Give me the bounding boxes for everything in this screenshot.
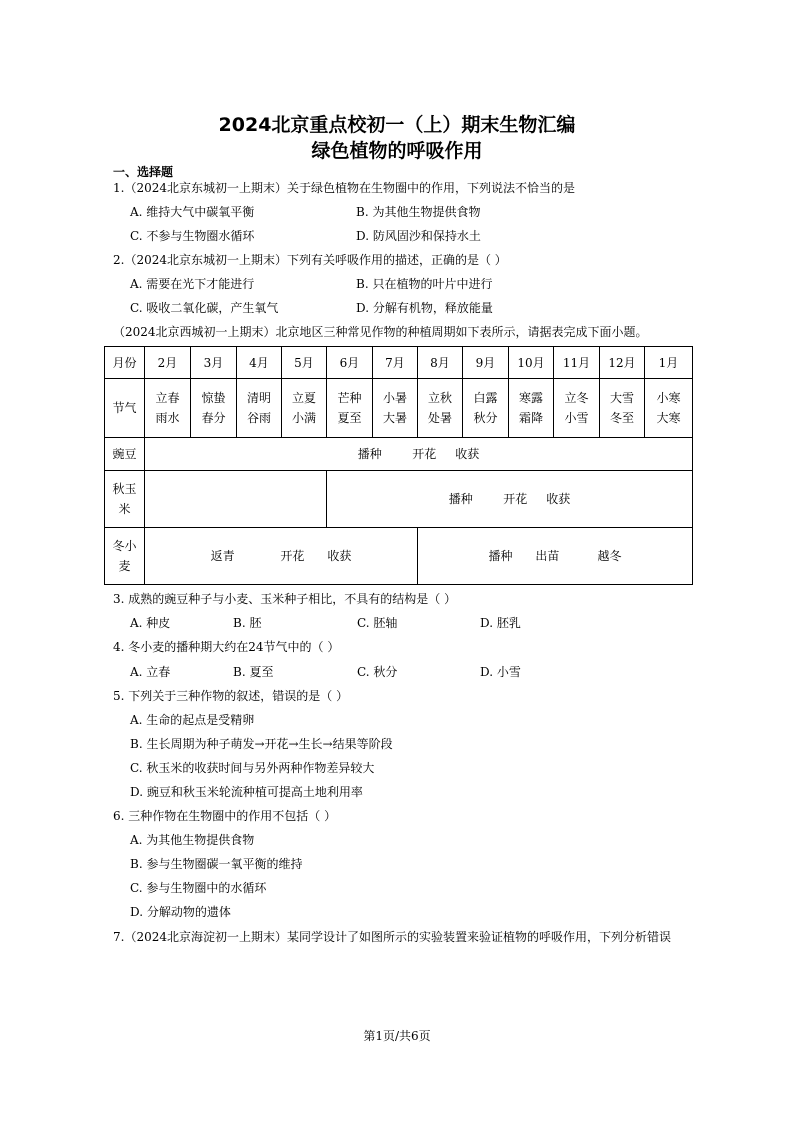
- wheat-schedule-spring: 返青 开花 收获: [145, 528, 418, 585]
- q4-option-b: B. 夏至: [233, 665, 274, 679]
- q3-option-a: A. 种皮: [130, 616, 171, 630]
- q6-option-c: C. 参与生物圈中的水循环: [130, 881, 267, 895]
- month-cell: 9月: [463, 347, 509, 379]
- month-cell: 11月: [554, 347, 600, 379]
- q5-stem: 5. 下列关于三种作物的叙述，错误的是（ ）: [113, 689, 349, 703]
- month-cell: 10月: [509, 347, 554, 379]
- corn-schedule-empty: [145, 471, 327, 528]
- solar-term-cell: 立春 雨水: [145, 379, 191, 438]
- row-label-wheat: 冬小 麦: [105, 528, 145, 585]
- q5-option-c: C. 秋玉米的收获时间与另外两种作物差异较大: [130, 761, 375, 775]
- q2-option-b: B. 只在植物的叶片中进行: [356, 277, 493, 291]
- month-cell: 7月: [373, 347, 418, 379]
- q6-option-a: A. 为其他生物提供食物: [130, 833, 255, 847]
- months-row: [105, 347, 693, 379]
- q3-option-d: D. 胚乳: [480, 616, 521, 630]
- month-cell: 5月: [282, 347, 327, 379]
- q2-option-d: D. 分解有机物，释放能量: [356, 301, 493, 315]
- q2-option-c: C. 吸收二氧化碳，产生氧气: [130, 301, 279, 315]
- row-label-corn: 秋玉 米: [105, 471, 145, 528]
- month-cell: 1月: [645, 347, 693, 379]
- q5-option-b: B. 生长周期为种子萌发→开花→生长→结果等阶段: [130, 737, 393, 751]
- solar-term-cell: 小寒 大寒: [645, 379, 693, 438]
- month-cell: 6月: [327, 347, 373, 379]
- q2-stem: 2.（2024北京东城初一上期末）下列有关呼吸作用的描述，正确的是（ ）: [113, 253, 507, 267]
- pea-row: [105, 438, 693, 471]
- q1-option-d: D. 防风固沙和保持水土: [356, 229, 481, 243]
- table-intro: （2024北京西城初一上期末）北京地区三种常见作物的种植周期如下表所示，请据表完成下面小题。: [113, 325, 648, 339]
- q5-option-a: A. 生命的起点是受精卵: [130, 713, 255, 727]
- q6-stem: 6. 三种作物在生物圈中的作用不包括（ ）: [113, 809, 337, 823]
- solar-term-cell: 立秋 处暑: [418, 379, 463, 438]
- q4-option-d: D. 小雪: [480, 665, 521, 679]
- solar-terms-row: [105, 379, 693, 438]
- q1-option-b: B. 为其他生物提供食物: [356, 205, 481, 219]
- document-subtitle: 绿色植物的呼吸作用: [311, 140, 483, 162]
- q6-option-d: D. 分解动物的遗体: [130, 905, 231, 919]
- wheat-row: [105, 528, 693, 585]
- crop-cycle-table: [104, 346, 693, 585]
- solar-term-cell: 立夏 小满: [282, 379, 327, 438]
- row-label-pea: 豌豆: [105, 438, 145, 471]
- corn-schedule: 播种 开花 收获: [327, 471, 693, 528]
- q7-stem: 7.（2024北京海淀初一上期末）某同学设计了如图所示的实验装置来验证植物的呼吸作用，下列分析错误: [113, 930, 671, 944]
- q4-option-a: A. 立春: [130, 665, 171, 679]
- document-title: 2024北京重点校初一（上）期末生物汇编: [218, 114, 576, 136]
- solar-term-cell: 芒种 夏至: [327, 379, 373, 438]
- q3-stem: 3. 成熟的豌豆种子与小麦、玉米种子相比，不具有的结构是（ ）: [113, 592, 457, 606]
- section-heading: 一、选择题: [113, 165, 174, 179]
- solar-term-cell: 白露 秋分: [463, 379, 509, 438]
- q1-option-c: C. 不参与生物圈水循环: [130, 229, 255, 243]
- q1-option-a: A. 维持大气中碳氧平衡: [130, 205, 255, 219]
- corn-row: [105, 471, 693, 528]
- q4-stem: 4. 冬小麦的播种期大约在24节气中的（ ）: [113, 640, 340, 654]
- solar-term-cell: 清明 谷雨: [237, 379, 282, 438]
- q4-option-c: C. 秋分: [357, 665, 398, 679]
- pea-schedule: 播种 开花 收获: [145, 438, 693, 471]
- solar-term-cell: 小暑 大暑: [373, 379, 418, 438]
- q2-option-a: A. 需要在光下才能进行: [130, 277, 255, 291]
- page-footer: 第1页/共6页: [363, 1029, 431, 1043]
- solar-term-cell: 大雪 冬至: [600, 379, 645, 438]
- row-label-term: 节气: [105, 379, 145, 438]
- month-cell: 3月: [191, 347, 237, 379]
- q3-option-b: B. 胚: [233, 616, 262, 630]
- solar-term-cell: 立冬 小雪: [554, 379, 600, 438]
- q6-option-b: B. 参与生物圈碳一氧平衡的维持: [130, 857, 303, 871]
- q1-stem: 1.（2024北京东城初一上期末）关于绿色植物在生物圈中的作用，下列说法不恰当的是: [113, 181, 575, 195]
- row-label-month: 月份: [105, 347, 145, 379]
- month-cell: 2月: [145, 347, 191, 379]
- q5-option-d: D. 豌豆和秋玉米轮流种植可提高土地利用率: [130, 785, 363, 799]
- wheat-schedule-autumn: 播种 出苗 越冬: [418, 528, 693, 585]
- month-cell: 4月: [237, 347, 282, 379]
- solar-term-cell: 寒露 霜降: [509, 379, 554, 438]
- month-cell: 8月: [418, 347, 463, 379]
- solar-term-cell: 惊蛰 春分: [191, 379, 237, 438]
- q3-option-c: C. 胚轴: [357, 616, 398, 630]
- month-cell: 12月: [600, 347, 645, 379]
